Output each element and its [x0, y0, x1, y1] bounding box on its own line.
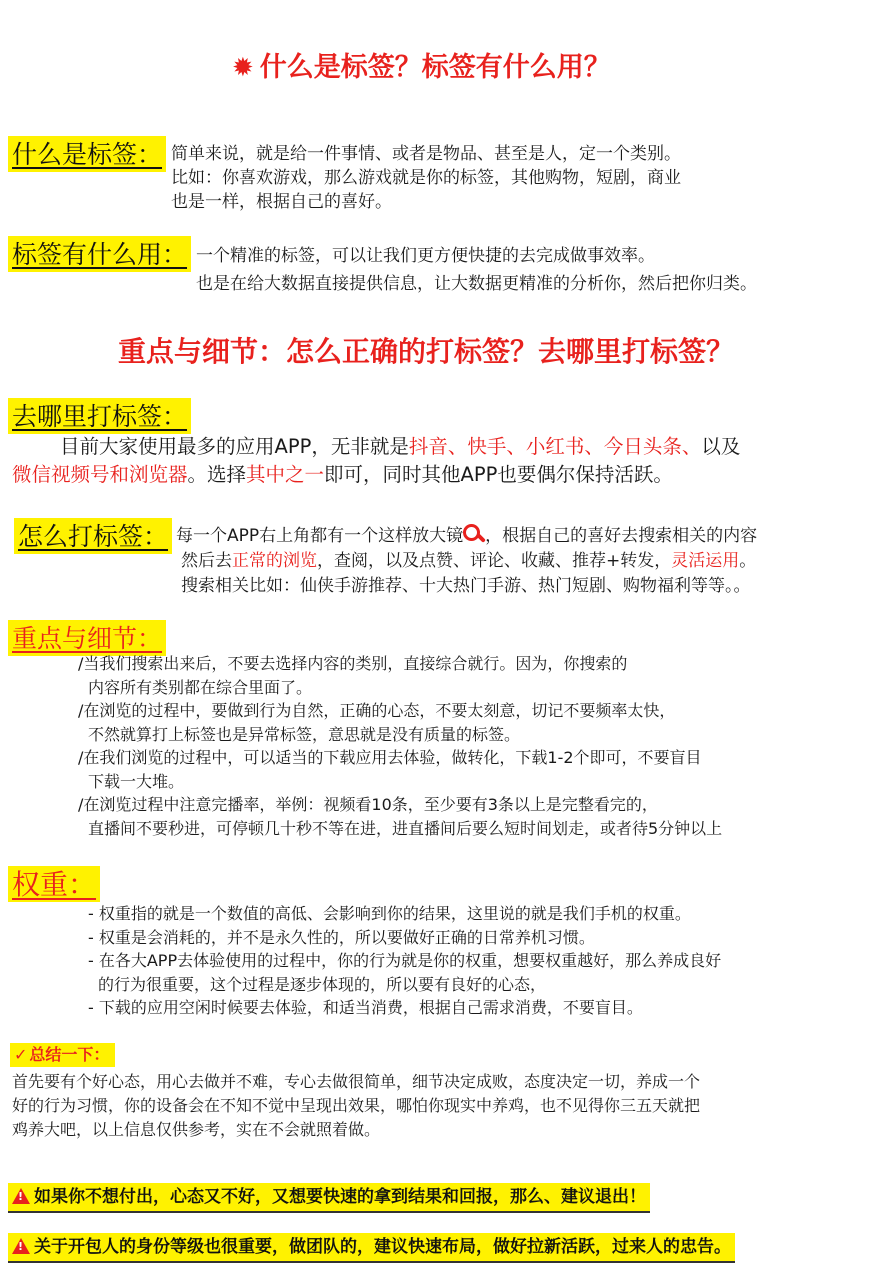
text-line: 的行为很重要，这个过程是逐步体现的，所以要有良好的心态，: [98, 974, 547, 994]
text-segment: 每一个APP右上角都有一个这样放大镜: [176, 526, 464, 546]
text-line: 也是一样，根据自己的喜好。: [171, 192, 392, 212]
detail-heading: 重点与细节：: [8, 620, 166, 656]
how-label: [14, 518, 172, 554]
summary-label: ✓ 总结一下：: [10, 1043, 115, 1067]
detail-text: [78, 652, 722, 840]
flexible-use-highlight: 灵活运用: [671, 551, 740, 571]
text-line: 比如：你喜欢游戏，那么游戏就是你的标签，其他购物，短剧，商业: [171, 168, 681, 188]
apps-highlight: 抖音、快手、小红书、今日头条、: [408, 435, 702, 458]
text-line: 不然就算打上标签也是异常标签，意思就是没有质量的标签。: [88, 724, 521, 744]
choice-highlight: 其中之一: [246, 463, 325, 486]
text-line: 内容所有类别都在综合里面了。: [88, 677, 313, 697]
text-line: - 权重是会消耗的，并不是永久性的，所以要做好正确的日常养机习惯。: [88, 927, 595, 947]
checkmark-icon: ✓: [14, 1045, 28, 1064]
normal-browse-highlight: 正常的浏览: [232, 551, 317, 571]
subtitle: 重点与细节：怎么正确的打标签？去哪里打标签？: [118, 335, 735, 368]
how-line-1: [176, 524, 757, 548]
warning-icon: [12, 1188, 30, 1204]
warning-banner-2: !关于开包人的身份等级也很重要，做团队的，建议快速布局，做好拉新活跃，过来人的忠告。: [8, 1233, 735, 1263]
text-segment: 。选择: [187, 463, 247, 486]
weight-text: [88, 902, 721, 1020]
how-line-3: 搜索相关比如：仙侠手游推荐、十大热门手游、热门短剧、购物福利等等。。: [181, 576, 751, 596]
text-line: - 权重指的就是一个数值的高低、会影响到你的结果，这里说的就是我们手机的权重。: [88, 904, 691, 923]
text-line: - 在各大APP去体验使用的过程中，你的行为就是你的权重，想要权重越好，那么养成良好: [88, 951, 722, 970]
detail-label: [8, 620, 166, 656]
use-label: [8, 236, 191, 272]
text-segment: 然后去: [181, 551, 232, 571]
what-label: [8, 136, 166, 172]
text-line: 鸡养大吧，以上信息仅供参考，实在不会就照着做。: [12, 1120, 381, 1139]
what-heading: 什么是标签：: [8, 136, 166, 172]
use-text: [196, 242, 655, 270]
where-line-2: [12, 460, 673, 490]
text-line: 直播间不要秒进，可停顿几十秒不等在进，进直播间后要么短时间划走，或者待5分钟以上: [88, 818, 723, 838]
warning-banner-1: !如果你不想付出，心态又不好，又想要快速的拿到结果和回报，那么、建议退出！: [8, 1183, 650, 1213]
how-line-2: [181, 549, 756, 573]
weight-heading: 权重：: [8, 866, 100, 902]
where-heading: 去哪里打标签：: [8, 398, 191, 434]
use-text-2: [196, 270, 757, 298]
text-line: /在浏览过程中注意完播率，举例：视频看10条，至少要有3条以上是完整看完的，: [78, 795, 658, 814]
how-heading: 怎么打标签：: [14, 518, 172, 554]
what-text: [171, 142, 681, 214]
text-line: /当我们搜索出来后，不要去选择内容的类别，直接综合就行。因为，你搜索的: [78, 654, 628, 673]
where-line-1: [60, 432, 740, 462]
main-title: ✹ 什么是标签？标签有什么用？: [232, 52, 611, 83]
weight-label: [8, 866, 100, 902]
maple-leaf-icon: ✹: [232, 53, 254, 83]
apps-highlight: 微信视频号和浏览器: [12, 463, 188, 486]
text-line: 简单来说，就是给一件事情、或者是物品、甚至是人，定一个类别。: [171, 144, 681, 164]
where-label: [8, 398, 191, 434]
magnifier-icon: [463, 524, 485, 544]
text-line: 首先要有个好心态，用心去做并不难，专心去做很简单，细节决定成败，态度决定一切，养成一个: [12, 1072, 701, 1091]
summary-text: [12, 1070, 700, 1142]
text-segment: ，根据自己的喜好去搜索相关的内容: [485, 526, 758, 546]
text-line: 一个精准的标签，可以让我们更方便快捷的去完成做事效率。: [196, 246, 655, 266]
warning-icon: [12, 1238, 30, 1254]
text-line: /在浏览的过程中，要做到行为自然，正确的心态，不要太刻意，切记不要频率太快，: [78, 701, 676, 720]
text-segment: 即可，同时其他APP也要偶尔保持活跃。: [324, 463, 673, 486]
use-heading: 标签有什么用：: [8, 236, 191, 272]
text-line: 好的行为习惯，你的设备会在不知不觉中呈现出效果，哪怕你现实中养鸡，也不见得你三五天就把: [12, 1096, 701, 1115]
text-segment: 目前大家使用最多的应用APP，无非就是: [60, 435, 409, 458]
text-segment: ，查阅，以及点赞、评论、收藏、推荐+转发，: [317, 551, 672, 571]
text-line: 也是在给大数据直接提供信息，让大数据更精准的分析你，然后把你归类。: [196, 274, 757, 294]
text-segment: 以及: [701, 435, 741, 458]
text-line: /在我们浏览的过程中，可以适当的下载应用去体验，做转化，下载1-2个即可，不要盲目: [78, 748, 702, 767]
text-line: 下载一大堆。: [88, 771, 185, 791]
text-segment: 。: [739, 551, 757, 571]
text-line: - 下载的应用空闲时候要去体验，和适当消费，根据自己需求消费，不要盲目。: [88, 998, 643, 1017]
